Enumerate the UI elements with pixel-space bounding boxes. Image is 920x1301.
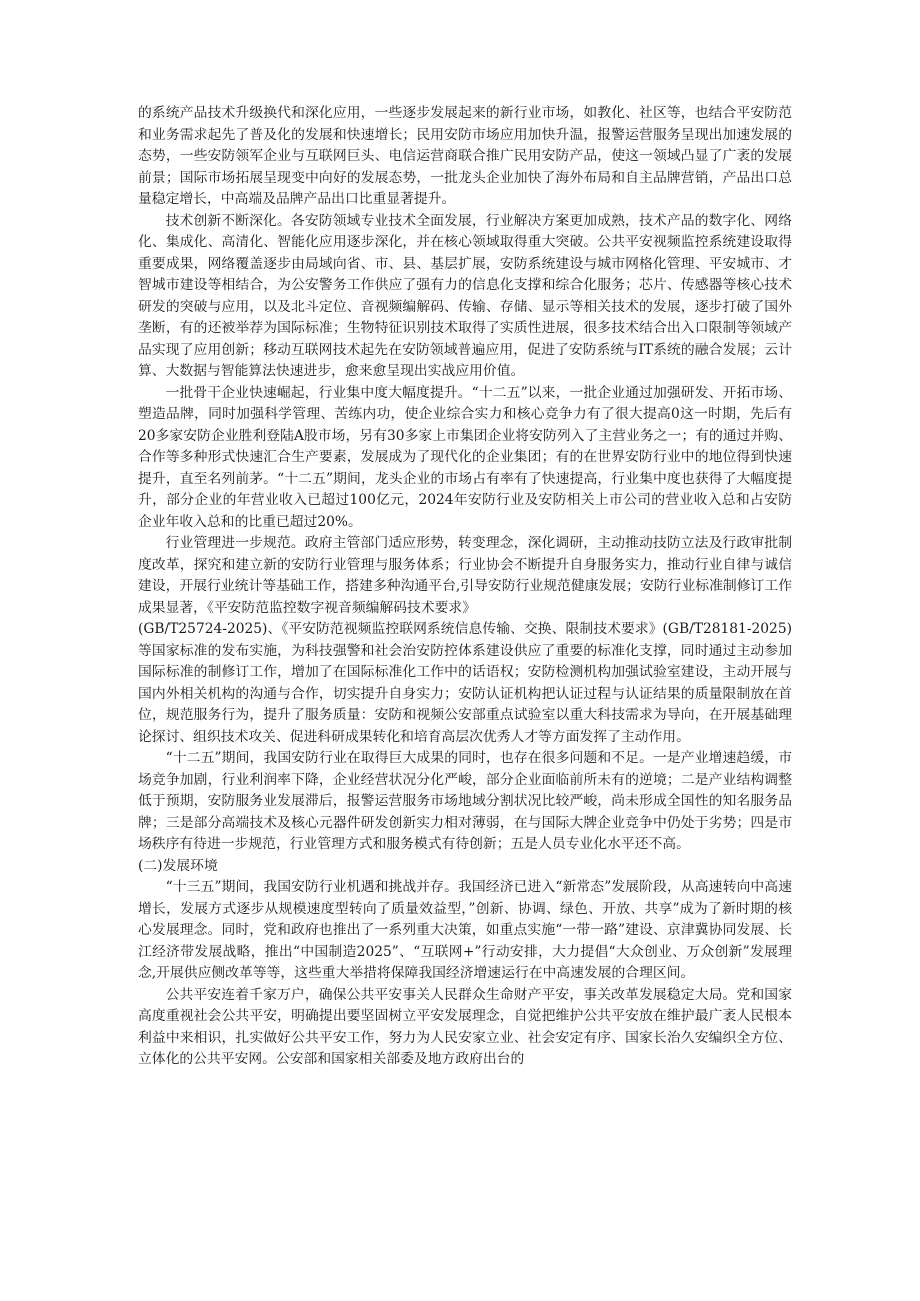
paragraph-standards: (GB/T25724-2025)、《平安防范视频监控联网系统信息传输、交换、限制技术要求》(GB/T28181-2025)等国家标准的发布实施，为科技强警和社会治安防控体系建设供应了重要的标准化支撑，同时通过主动参加国际标准的制修订工作，增加了在国际标准化工作中的话语权；安防检测机构加强试验室建设，主动开展与国内外相关机构的沟通与合作，切实提升自身实力；安防认证机构把认证过程与认证结果的质量限制放在首位，规范服务行为，提升了服务质量：安防和视频公安部重点试验室以重大科技需求为导向，在开展基础理论探讨、组织技术攻关、促进科研成果转化和培育高层次优秀人才等方面发挥了主动作用。: [138, 621, 792, 745]
section-heading-development-environment: (二)发展环境: [138, 857, 218, 874]
paragraph-enterprise-growth: 一批骨干企业快速崛起，行业集中度大幅度提升。“十二五”以来，一批企业通过加强研发、开拓市场、塑造品牌，同时加强科学管理、苦练内功，使企业综合实力和核心竞争力有了很大提高0这一时期，先后有20多家安防企业胜利登陆A股市场，另有30多家上市集团企业将安防列入了主营业务之一；有的通过并购、合作等多种形式快速汇合生产要素，发展成为了现代化的企业集团；有的在世界安防行业中的地位得到快速提升，直至名列前茅。“十二五”期间，龙头企业的市场占有率有了快速提高，行业集中度也获得了大幅度提升，部分企业的年营业收入已超过100亿元，2024年安防行业及安防相关上市公司的营业收入总和占安防企业年收入总和的比重已超过20%。: [138, 384, 792, 530]
paragraph-opportunities: “十三五”期间，我国安防行业机遇和挑战并存。我国经济已进入“新常态”发展阶段，从高速转向中高速增长，发展方式逐步从规模速度型转向了质量效益型，”创新、协调、绿色、开放、共享”成为了新时期的核心发展理念。同时，党和政府也推出了一系列重大决策，如重点实施“一带一路”建设、京津冀协同发展、长江经济带发展战略，推出“中国制造2025”、“互联网+”行动安排，大力提倡“大众创业、万众创新”发展理念,开展供应侧改革等等，这些重大举措将保障我国经济增速运行在中高速发展的合理区间。: [138, 879, 792, 981]
paragraph-public-safety: 公共平安连着千家万户，确保公共平安事关人民群众生命财产平安，事关改革发展稳定大局。党和国家高度重视社会公共平安，明确提出要坚固树立平安发展理念，自觉把维护公共平安放在维护最广袤人民根本利益中来相识，扎实做好公共平安工作，努力为人民安家立业、社会安定有序、国家长治久安编织全方位、立体化的公共平安网。公安部和国家相关部委及地方政府出台的: [138, 986, 792, 1067]
document-page: [138, 103, 792, 1071]
paragraph-tech-innovation: 技术创新不断深化。各安防领域专业技术全面发展，行业解决方案更加成熟，技术产品的数字化、网络化、集成化、高清化、智能化应用逐步深化，并在核心领域取得重大突破。公共平安视频监控系统建设取得重要成果，网络覆盖逐步由局域向省、市、县、基层扩展，安防系统建设与城市网格化管理、平安城市、才智城市建设等相结合，为公安警务工作供应了强有力的信息化支撑和综合化服务；芯片、传感器等核心技术研发的突破与应用，以及北斗定位、音视频编解码、传输、存储、显示等相关技术的发展，逐步打破了国外垄断，有的还被举荐为国际标准；生物特征识别技术取得了实质性进展，很多技术结合出入口限制等领域产品实现了应用创新；移动互联网技术起先在安防领域普遍应用，促进了安防系统与IT系统的融合发展；云计算、大数据与智能算法快速进步，愈来愈呈现出实战应用价值。: [138, 212, 792, 379]
paragraph-market-application: 的系统产品技术升级换代和深化应用，一些逐步发展起来的新行业市场，如教化、社区等，也结合平安防范和业务需求起先了普及化的发展和快速增长；民用安防市场应用加快升温，报警运营服务呈现出加速发展的态势，一些安防领军企业与互联网巨头、电信运营商联合推广民用安防产品，使这一领域凸显了广袤的发展前景；国际市场拓展呈现变中向好的发展态势，一批龙头企业加快了海外布局和自主品牌营销，产品出口总量稳定增长，中高端及品牌产品出口比重显著提升。: [138, 105, 792, 207]
paragraph-industry-management: 行业管理进一步规范。政府主管部门适应形势，转变理念，深化调研，主动推动技防立法及行政审批制度改革，探究和建立新的安防行业管理与服务体系；行业协会不断提升自身服务实力，推动行业自律与诚信建设，开展行业统计等基础工作，搭建多种沟通平台,引导安防行业规范健康发展；安防行业标准制修订工作成果显著，《平安防范监控数字视音频编解码技术要求》: [138, 535, 792, 616]
paragraph-problems: “十二五”期间，我国安防行业在取得巨大成果的同时，也存在很多问题和不足。一是产业增速趋缓，市场竞争加剧，行业利润率下降，企业经营状况分化严峻，部分企业面临前所未有的逆境；二是产业结构调整低于预期，安防服务业发展滞后，报警运营服务市场地域分割状况比较严峻，尚未形成全国性的知名服务品牌；三是部分高端技术及核心元器件研发创新实力相对薄弱，在与国际大牌企业竞争中仍处于劣势；四是市场秩序有待进一步规范，行业管理方式和服务模式有待创新；五是人员专业化水平还不高。: [138, 750, 792, 852]
